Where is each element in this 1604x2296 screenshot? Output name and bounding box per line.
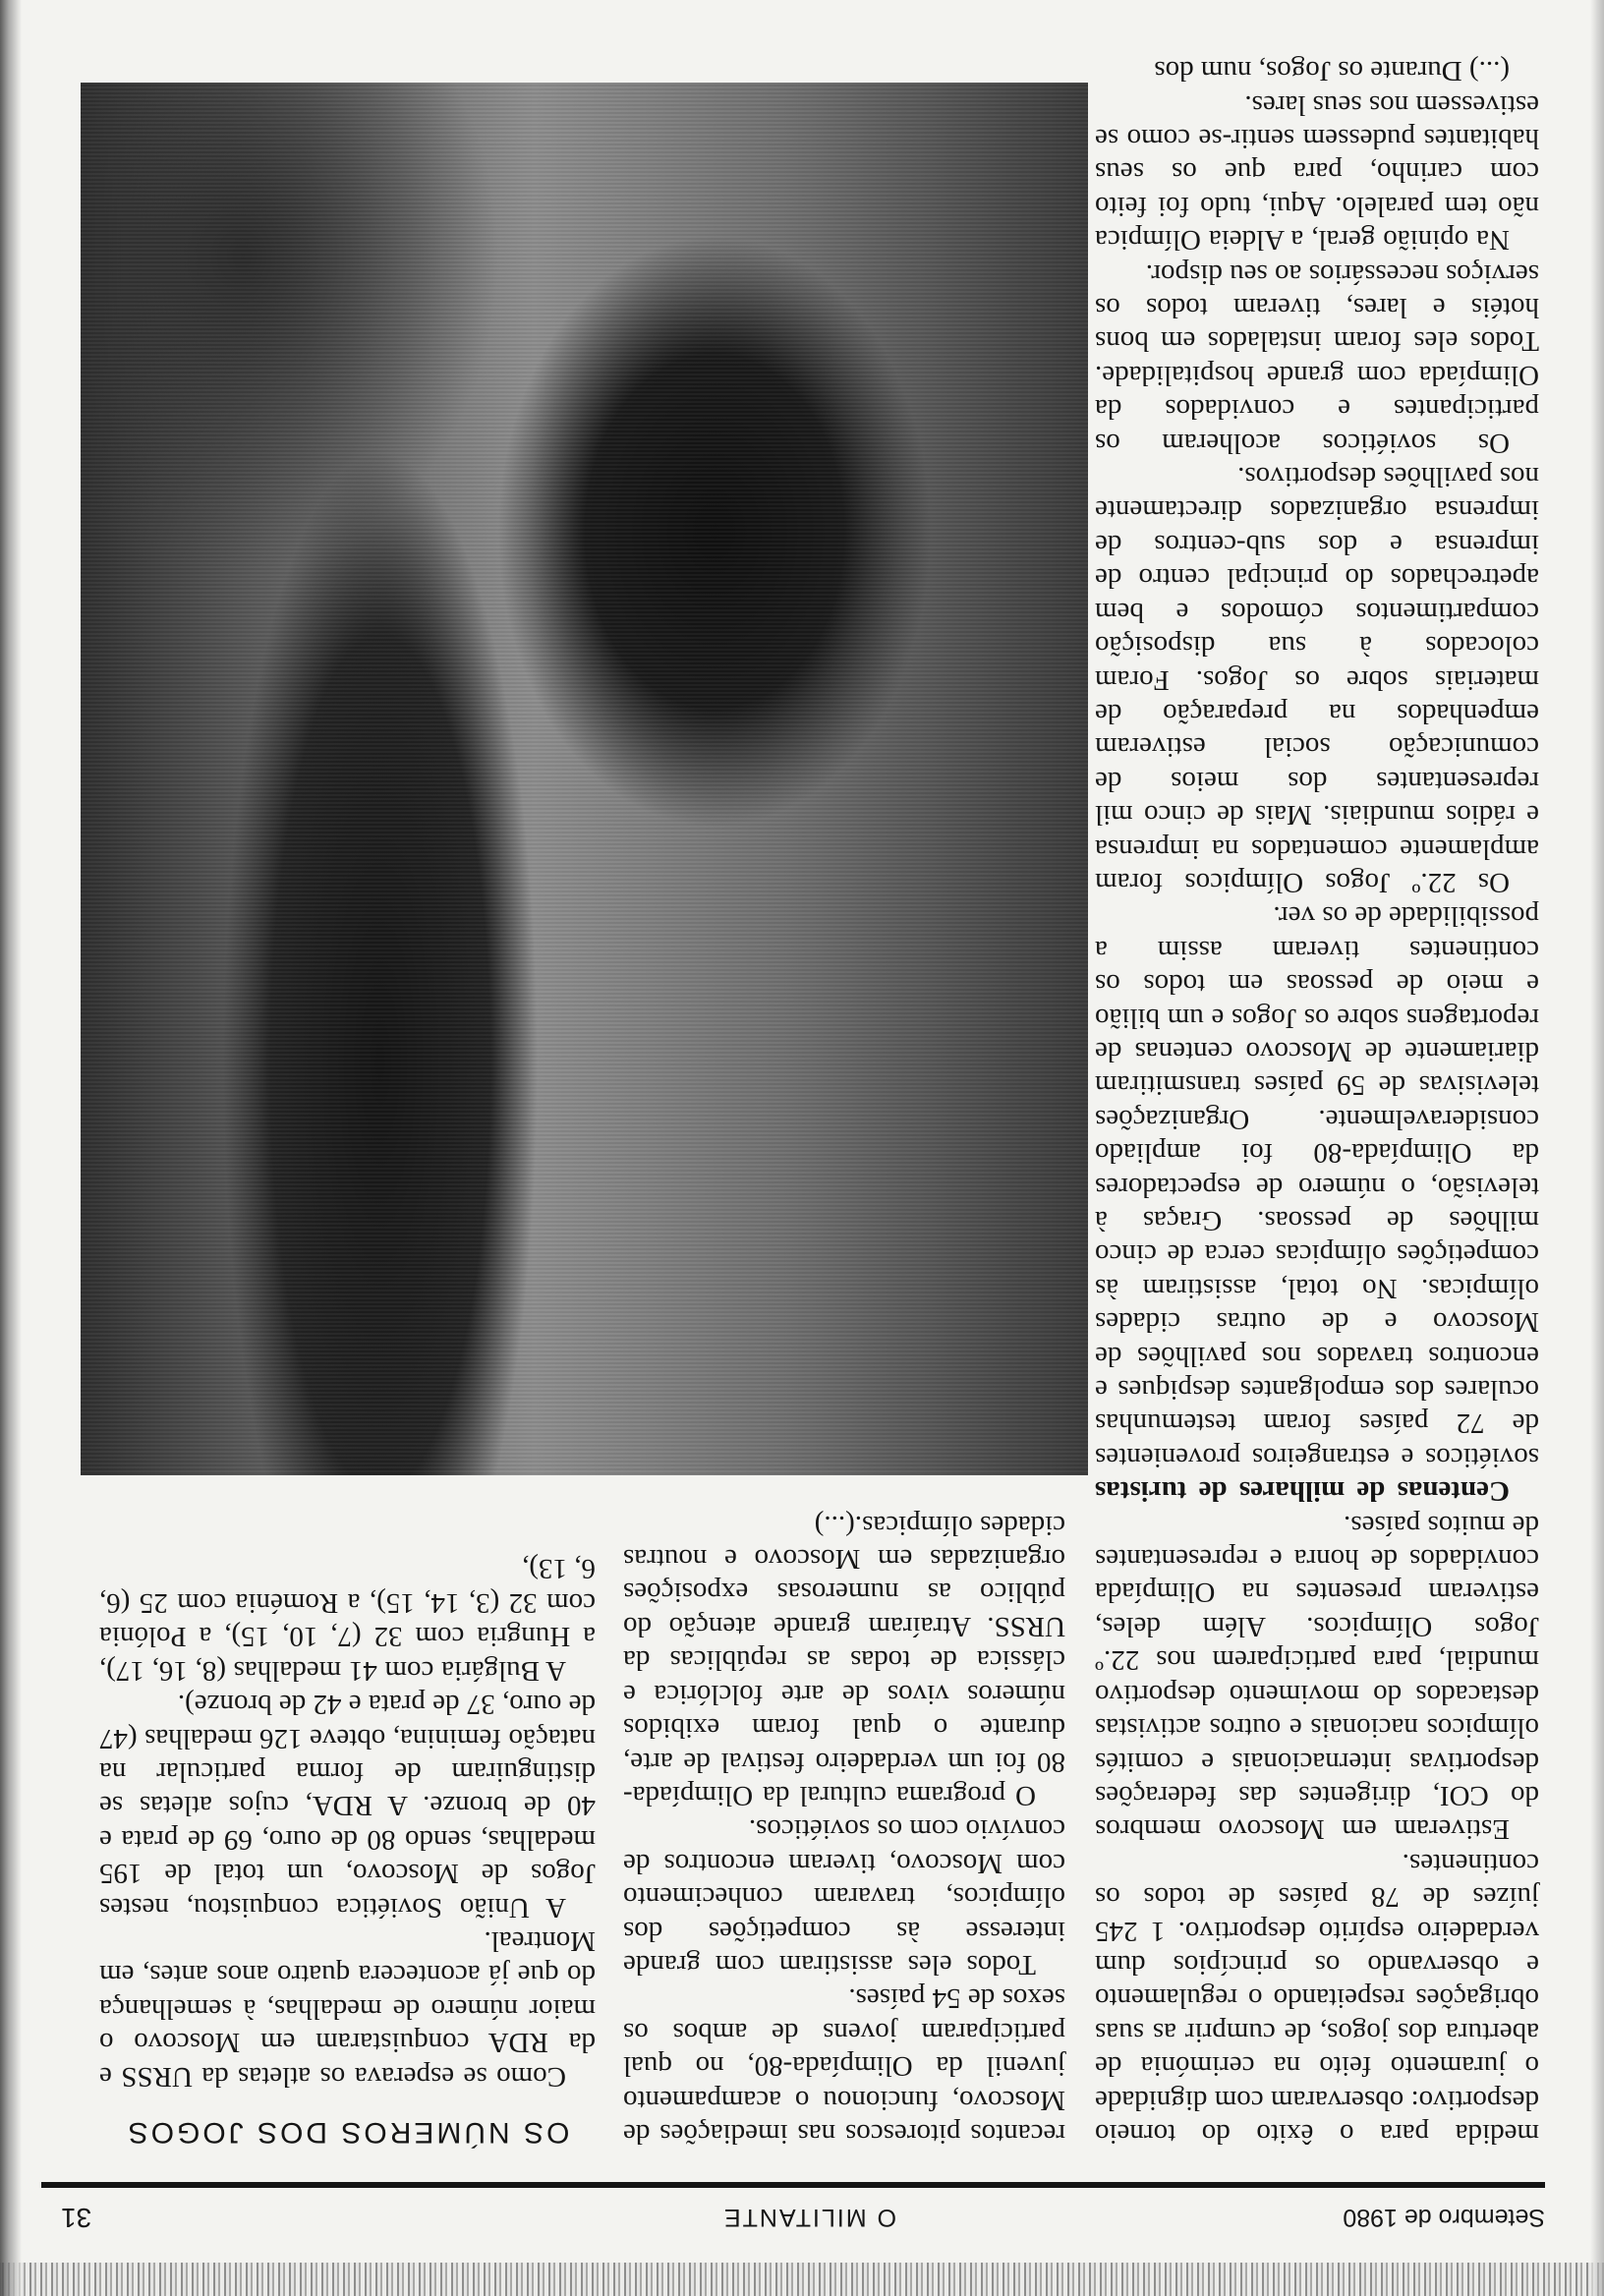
paragraph: Os soviéticos acolheram os participantes e convidados da Olimpíada com grande hospitalidade. Todos eles foram instalados em bons hotéis e lares, tiveram todos os serviços necessários ao seu dispor. [1095, 258, 1539, 459]
paragraph: O programa cultural da Olimpíada-80 foi um verdadeiro festival de arte, durante o qual foram exibidos números vivos de arte folclórica e clássica de todas as repúblicas da URSS. Atraíram grande atenção do público as numerosas exposições organizadas em Moscovo e noutras cidades olímpicas.(...) [623, 1509, 1065, 1811]
bold-lead-text: Centenas de milhares de turistas [1095, 1475, 1510, 1508]
paragraph: Estiveram em Moscovo membros do COI, dirigentes das federações desportivas internacionais e comités olímpicos nacionais e outros activistas destacados do movimento desportivo mundial, para participarem nos 22.º Jogos Olímpicos. Além deles, estiveram presentes na Olimpíada convidados de honra e representantes de muitos países. [1095, 1509, 1539, 1846]
column-left [1095, 54, 1539, 2151]
scan-edge-right [0, 0, 22, 2296]
scan-edge-left [1590, 0, 1604, 2296]
paragraph: Todos eles assistiram com grande interesse às competições dos olímpicos, travaram conhecimento com Moscovo, tiveram encontros de convívio com os soviéticos. [623, 1813, 1065, 1980]
scan-edge-top [0, 2263, 1604, 2296]
paragraph-text: soviéticos e estrangeiros provenientes de 72 países foram testemunhas oculares dos empolgantes despiques e encontros travados nos pavilhões de Moscovo e de outras cidades olímpicas. No total, assistiram às competições olímpicas cerca de cinco milhões de pessoas. Graças à televisão, o número de espectadores da Olimpíada-80 foi ampliado consideravelmente. Organizações televisivas de 59 países transmitiram diariamente de Moscovo centenas de reportagens sobre os Jogos e um bilião e meio de pessoas em todos os continentes tiveram assim a possibilidade de os ver. [1095, 900, 1539, 1473]
paragraph: recantos pitorescos nas imediações de Moscovo, funcionou o acampamento juvenil da Olimpíada-80, no qual participaram jovens de ambos os sexos de 54 países. [623, 1982, 1065, 2150]
athlete-photo [81, 83, 1088, 1475]
issue-date: Setembro de 1980 [1343, 2204, 1545, 2231]
page-number: 31 [61, 2203, 92, 2233]
paragraph: A Bulgária com 41 medalhas (8, 16, 17), a Hungria com 32 (7, 10, 15), a Polónia com 32 (3, 14, 15), a Roménia com 25 (6, 6, 13), [99, 1553, 596, 1687]
publication-name: O MILITANTE [721, 2204, 896, 2231]
paragraph: (...) Durante os Jogos, num dos [1154, 55, 1510, 87]
paragraph: Na opinião geral, a Aldeia Olímpica não tem paralelo. Aqui, tudo foi feito com carinho, para que os seus habitantes pudessem sentir-se como se estivessem nos seus lares. [1095, 88, 1539, 257]
page-header [61, 2198, 1545, 2257]
section-title: OS NÚMEROS DOS JOGOS [125, 2116, 570, 2149]
header-rule [41, 2182, 1545, 2188]
column-middle [623, 1508, 1065, 2151]
paragraph [1095, 899, 1539, 1508]
paragraph: medida para o êxito do torneio desportivo: observaram com dignidade o juramento feito na cerimónia de abertura dos jogos, de cumprir as suas obrigações respeitando o regulamento e observando os princípios dum verdadeiro espírito desportivo. 1 245 juízes de 78 países de todos os continentes. [1095, 1847, 1539, 2150]
column-right [99, 1552, 596, 2151]
paragraph: Os 22.º Jogos Olímpicos foram amplamente comentados na imprensa e rádios mundiais. Mais de cinco mil representantes dos meios de comunicação social estiveram empenhados na preparação de materiais sobre os Jogos. Foram colocados à sua disposição compartimentos cómodos e bem apetrechados do principal centro de imprensa e dos sub-centros de imprensa organizados directamente nos pavilhões desportivos. [1095, 461, 1539, 898]
paragraph: A União Soviética conquistou, nestes Jogos de Moscovo, um total de 195 medalhas, sendo 80 de ouro, 69 de prata e 40 de bronze. A RDA, cujos atletas se distinguiram de forma particular na natação feminina, obteve 126 medalhas (47 de ouro, 37 de prata e 42 de bronze). [99, 1689, 596, 1923]
paragraph: Como se esperava os atletas da URSS e da RDA conquistaram em Moscovo o maior número de medalhas, à semelhança do que já acontecera quatro anos antes, em Montreal. [99, 1924, 596, 2093]
photo-grain [81, 83, 1088, 1475]
